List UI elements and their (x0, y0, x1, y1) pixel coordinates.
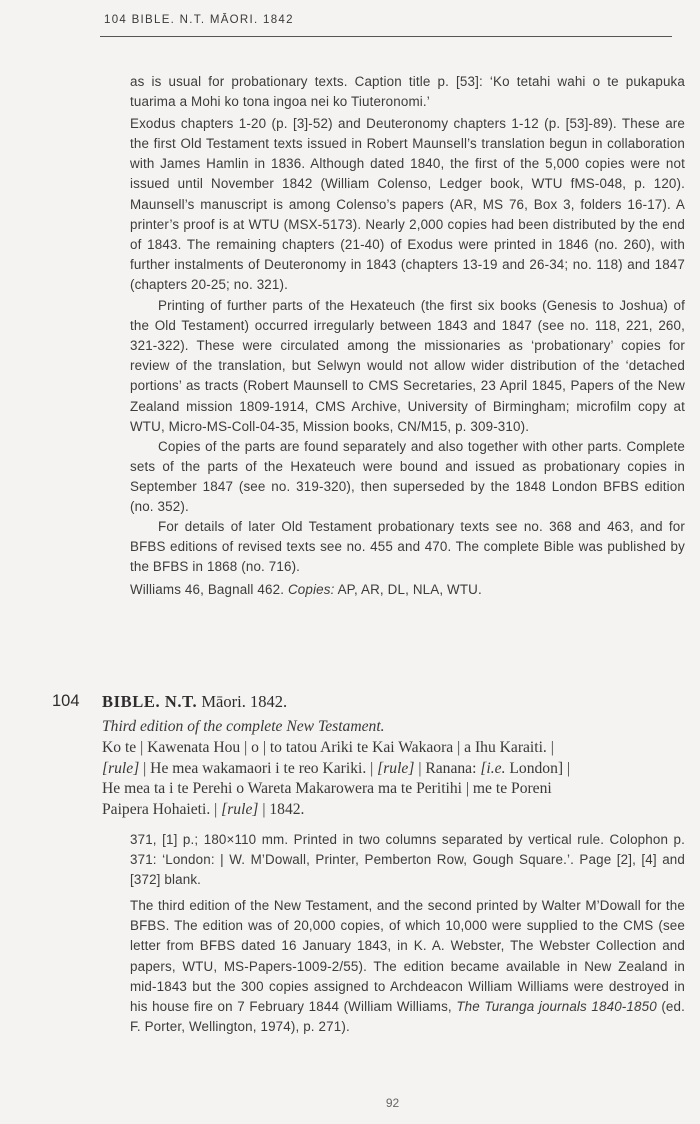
entry-notes (130, 830, 685, 1037)
transcription-text: | He mea wakamaori i te reo Kariki. | (139, 759, 378, 777)
entry-title (102, 692, 287, 712)
ie-mark: [i.e. (480, 759, 506, 777)
transcription-line (102, 800, 692, 821)
copies-label: Copies: (287, 582, 335, 598)
paragraph: Printing of further parts of the Hexateuch (the first six books (Genesis to Joshua) of the Old Testament) occurred irregularly between 1843 and 1847 (see no. 118, 221, 260, 321-322). These were circulated among the missionaries as ‘probationary’ copies for review of the translation, but Selwyn would not allow wider distribution of the ‘detached portions’ as tracts (Robert Maunsell to CMS Secretaries, 23 April 1845, Papers of the New Zealand mission 1809-1914, CMS Archive, University of Birmingham; microfilm copy at WTU, Micro-MS-Coll-04-35, Mission books, CN/M15, p. 309-310). (130, 298, 685, 434)
entry-subtitle: Third edition of the complete New Testament. (102, 718, 385, 735)
transcription-text: Paipera Hohaieti. | (102, 801, 222, 819)
paragraph: Exodus chapters 1-20 (p. [3]-52) and Deuteronomy chapters 1-12 (p. [53]-89). These are the first Old Testament texts issued in Robert Maunsell’s translation begun in collaboration with James Hamlin in 1836. Although dated 1840, the first of the 5,000 copies were not issued until November 1842 (William Colenso, Ledger book, WTU fMS-048, p. 120). Maunsell’s manuscript is among Colenso’s papers (AR, MS 76, Box 3, folders 16-17). A printer’s proof is at WTU (MSX-5173). Nearly 2,000 copies had been distributed by the end of 1843. The remaining chapters (21-40) of Exodus were printed in 1846 (no. 260), with further instalments of Deuteronomy in 1843 (chapters 13-19 and 26-34; no. 118) and 1847 (chapters 20-25; no. 321). (130, 116, 685, 292)
transcription-line (102, 759, 692, 780)
running-header: 104 BIBLE. N.T. MĀORI. 1842 (104, 14, 294, 26)
page-number: 92 (385, 1096, 400, 1110)
copies-list: AP, AR, DL, NLA, WTU. (337, 582, 482, 598)
collation: 371, [1] p.; 180×110 mm. Printed in two columns separated by vertical rule. Colophon p. 371: ‘London: | W. M’Dowall, Printer, Pemberton Row, Gough Square.’. Page [2], [4] and [372] blank. (130, 832, 685, 888)
rule-mark: [rule] (102, 759, 140, 777)
transcription-text: | 1842. (258, 801, 305, 819)
transcription-text: London] | (505, 759, 571, 777)
entry-description (102, 717, 692, 821)
continued-entry-text (130, 72, 685, 600)
entry-number: 104 (52, 692, 80, 710)
transcription-text: | Ranana: (414, 759, 481, 777)
paragraph: For details of later Old Testament probationary texts see no. 368 and 463, and for BFBS editions of revised texts see no. 455 and 470. The complete Bible was published by the BFBS in 1868 (no. 716). (130, 519, 685, 575)
transcription-line: He mea ta i te Perehi o Wareta Makarowera ma te Peritihi | me te Poreni (102, 780, 552, 798)
note-paragraph (130, 896, 685, 1037)
entry-title-rest: Māori. 1842. (201, 692, 288, 711)
note-text: The third edition of the New Testament, and the second printed by Walter M’Dowall for the BFBS. The edition was of 20,000 copies, of which 10,000 were supplied to the CMS (see letter from BFBS dated 16 January 1843, in K. A. Webster, The Webster Collection and papers, WTU, MS-Papers-1009-2/55). The edition became available in New Zealand in mid-1843 but the 300 copies assigned to Archdeacon William Williams were destroyed in his house fire on 7 February 1844 (William Williams, (130, 898, 685, 1014)
note-text: (ed. F. Porter, Wellington, 1974), p. 271). (130, 998, 686, 1034)
references: Williams 46, Bagnall 462. (130, 582, 285, 598)
references-line (130, 580, 685, 600)
rule-mark: [rule] (377, 759, 415, 777)
header-rule (100, 36, 672, 37)
cited-title: The Turanga journals 1840-1850 (456, 998, 657, 1014)
rule-mark: [rule] (221, 801, 259, 819)
paragraph: as is usual for probationary texts. Caption title p. [53]: ‘Ko tetahi wahi o te pukapuka tuarima a Mohi ko tona ingoa nei ko Tiuteronomi.’ (130, 74, 685, 110)
transcription-line: Ko te | Kawenata Hou | o | to tatou Ariki te Kai Wakaora | a Ihu Karaiti. | (102, 738, 554, 756)
entry-title-bold: BIBLE. N.T. (102, 692, 198, 711)
paragraph: Copies of the parts are found separately and also together with other parts. Complete sets of the parts of the Hexateuch were bound and issued as probationary copies in September 1847 (see no. 319-320), then superseded by the 1848 London BFBS edition (no. 352). (130, 438, 685, 514)
